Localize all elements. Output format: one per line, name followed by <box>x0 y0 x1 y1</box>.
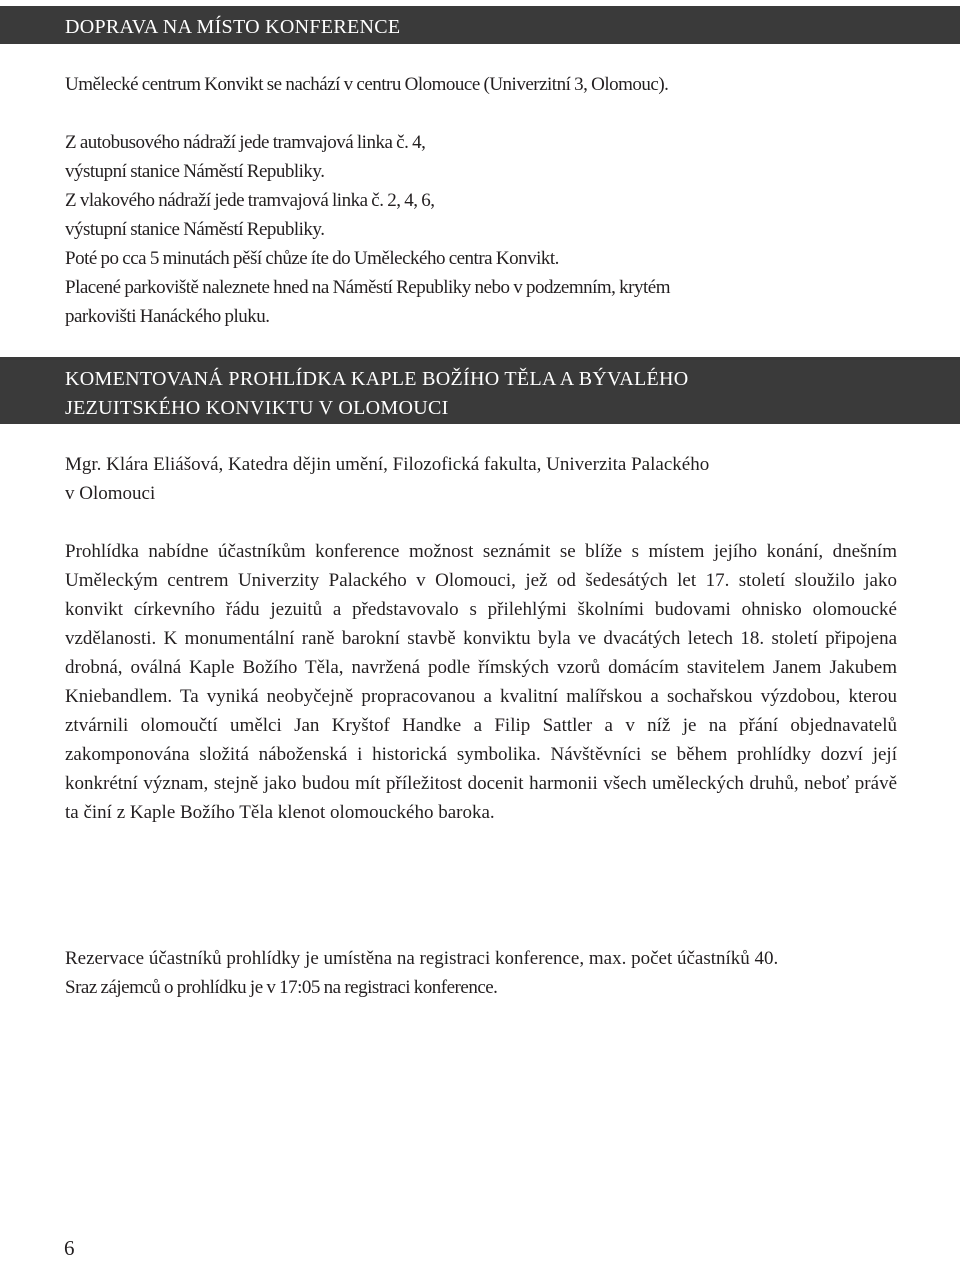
directions-line: výstupní stanice Náměstí Republiky. <box>65 219 325 240</box>
section-heading-tour-line2: JEZUITSKÉHO KONVIKTU V OLOMOUCI <box>65 397 449 419</box>
directions-line: Z vlakového nádraží jede tramvajová linka č. 2, 4, 6, <box>65 190 435 211</box>
directions-line: Placené parkoviště naleznete hned na Náměstí Republiky nebo v podzemním, krytém <box>65 277 670 298</box>
meeting-text: Sraz zájemců o prohlídku je v 17:05 na registraci konference. <box>65 977 498 998</box>
tour-description-text: Prohlídka nabídne účastníkům konference možnost seznámit se blíže s místem jejího konání, dnešním Uměleckým centrem Univerzity Palackého v Olomouci, jež od šedesátých let 17. století sloužilo jako konvikt církevního řádu jezuitů a představovalo s přilehlými školními budovami ohnisko olomoucké vzdělanosti. K monumentální raně barokní stavbě konviktu byla ve dvacátých letech 18. století připojena drobná, oválná Kaple Božího Těla, navržená podle římských vzorů domácím stavitelem Janem Jakubem Kniebandlem. Ta vyniká neobyčejně propracovanou a kvalitní malířskou a sochařskou výzdobou, kterou ztvárnili olomoučtí umělci Jan Kryštof Handke a Filip Sattler a v níž je na přání objednavatelů zakomponována složitá náboženská i historická symbolika. Návštěvníci se během prohlídky dozví její konkrétní význam, stejně jako budou mít příležitost docenit harmonii všech uměleckých druhů, neboť právě ta činí z Kaple Božího Těla klenot olomouckého baroka. <box>65 541 897 823</box>
tour-author-line1: Mgr. Klára Eliášová, Katedra dějin umění, Filozofická fakulta, Univerzita Palackého <box>65 454 710 475</box>
directions-line: Z autobusového nádraží jede tramvajová linka č. 4, <box>65 132 426 153</box>
page-number: 6 <box>64 1236 75 1260</box>
reservation-text: Rezervace účastníků prohlídky je umístěna na registraci konference, max. počet účastníků 40. <box>65 948 779 969</box>
section-heading-transport <box>0 6 960 44</box>
tour-description <box>65 537 897 827</box>
tour-author-line2: v Olomouci <box>65 483 156 504</box>
tour-author <box>65 450 897 508</box>
section-heading-transport-text: DOPRAVA NA MÍSTO KONFERENCE <box>65 16 401 38</box>
transport-directions <box>65 128 897 331</box>
directions-line: parkovišti Hanáckého pluku. <box>65 306 270 327</box>
tour-reservation <box>65 944 897 1002</box>
venue-intro-text: Umělecké centrum Konvikt se nachází v centru Olomouce (Univerzitní 3, Olomouc). <box>65 74 669 95</box>
section-heading-tour <box>0 357 960 424</box>
directions-line: výstupní stanice Náměstí Republiky. <box>65 161 325 182</box>
venue-intro <box>65 70 897 99</box>
section-heading-tour-line1: KOMENTOVANÁ PROHLÍDKA KAPLE BOŽÍHO TĚLA A BÝVALÉHO <box>65 368 689 390</box>
directions-line: Poté po cca 5 minutách pěší chůze íte do Uměleckého centra Konvikt. <box>65 248 559 269</box>
